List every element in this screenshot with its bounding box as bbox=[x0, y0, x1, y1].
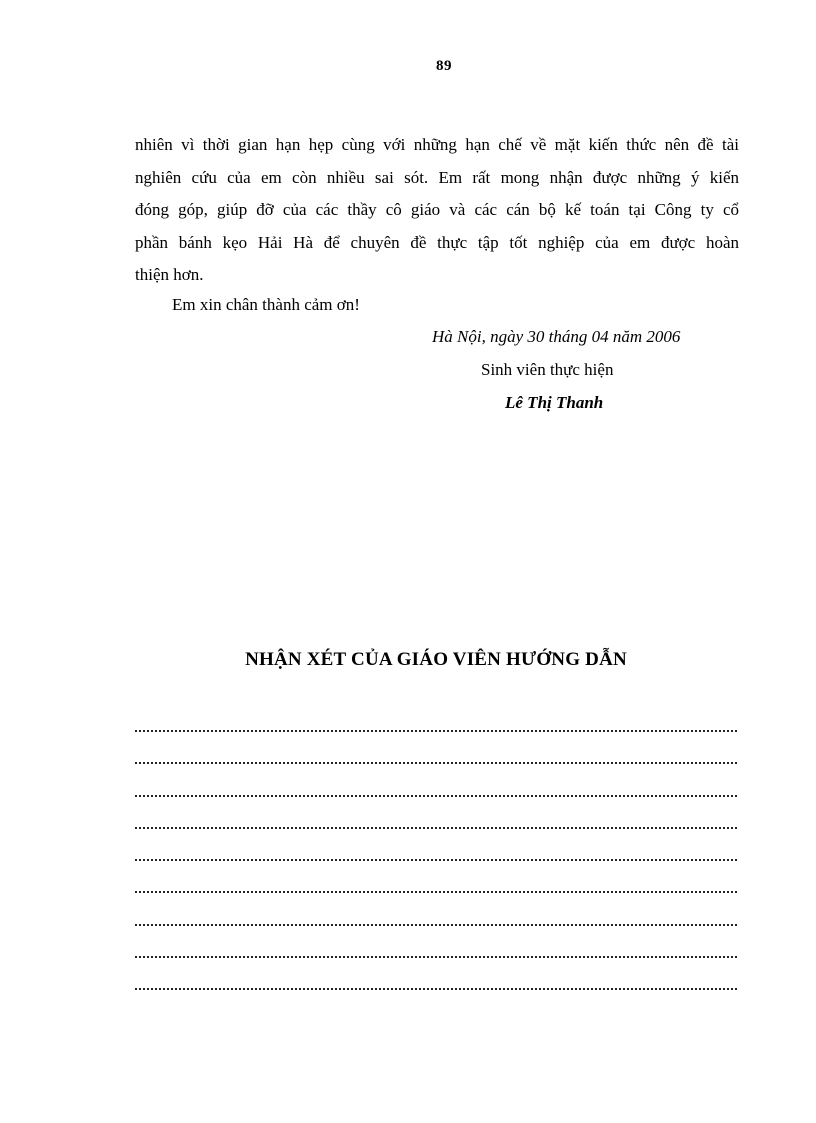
signature-name: Lê Thị Thanh bbox=[505, 393, 604, 412]
comment-dotted-line[interactable] bbox=[135, 861, 737, 893]
page-number: 89 bbox=[436, 58, 452, 74]
signature-role: Sinh viên thực hiện bbox=[481, 360, 614, 379]
comment-dotted-line[interactable] bbox=[135, 764, 737, 796]
closing-thanks: Em xin chân thành cảm ơn! bbox=[172, 295, 360, 314]
evaluation-heading: NHẬN XÉT CỦA GIÁO VIÊN HƯỚNG DẪN bbox=[245, 649, 627, 670]
comment-dotted-line[interactable] bbox=[135, 958, 737, 990]
comment-dotted-line[interactable] bbox=[135, 829, 737, 861]
body-line: phần bánh kẹo Hải Hà để chuyên đề thực tập tốt nghiệp của em được hoàn bbox=[135, 232, 739, 252]
comment-dotted-line[interactable] bbox=[135, 926, 737, 958]
body-line: nhiên vì thời gian hạn hẹp cùng với những hạn chế về mặt kiến thức nên đề tài bbox=[135, 135, 739, 154]
evaluation-comment-lines bbox=[135, 718, 737, 990]
comment-dotted-line[interactable] bbox=[135, 797, 737, 829]
body-line: thiện hơn. bbox=[135, 265, 204, 284]
body-line: nghiên cứu của em còn nhiều sai sót. Em rất mong nhận được những ý kiến bbox=[135, 167, 739, 187]
signature-date: Hà Nội, ngày 30 tháng 04 năm 2006 bbox=[432, 327, 681, 346]
body-paragraph bbox=[135, 129, 739, 292]
comment-dotted-line[interactable] bbox=[135, 732, 737, 764]
comment-dotted-line[interactable] bbox=[135, 893, 737, 925]
comment-dotted-line[interactable] bbox=[135, 718, 737, 732]
body-line: đóng góp, giúp đỡ của các thầy cô giáo và các cán bộ kế toán tại Công ty cổ bbox=[135, 200, 739, 219]
